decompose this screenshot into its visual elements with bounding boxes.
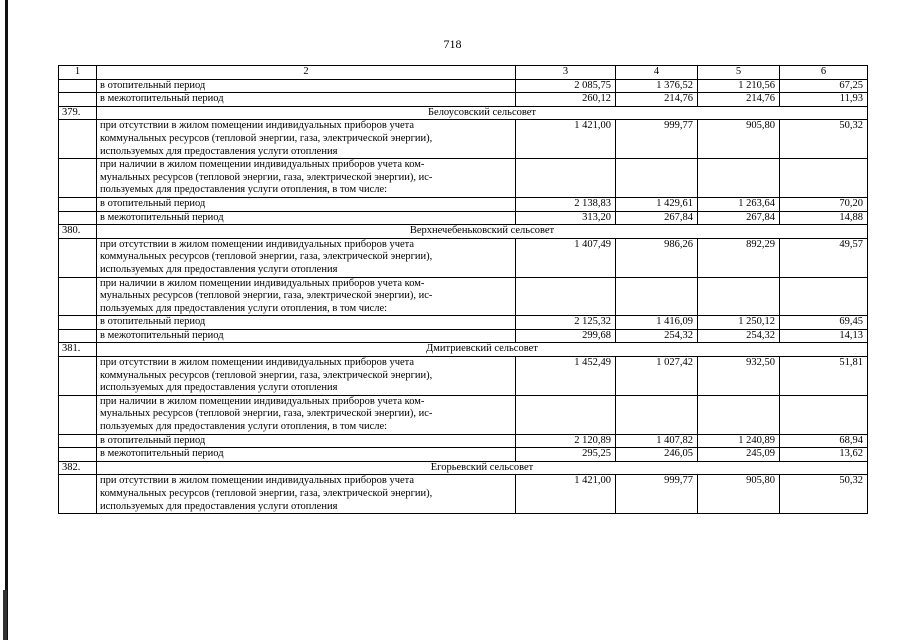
section-title: Егорьевский сельсовет xyxy=(97,461,868,475)
table-row xyxy=(59,197,868,211)
index-cell xyxy=(59,197,97,211)
value-cell-col5: 905,80 xyxy=(698,475,780,514)
value-cell-col5 xyxy=(698,159,780,198)
value-cell-col5: 932,50 xyxy=(698,357,780,396)
table-row xyxy=(59,329,868,343)
value-cell-col6: 14,88 xyxy=(780,211,868,225)
index-cell xyxy=(59,475,97,514)
value-cell-col4: 267,84 xyxy=(616,211,698,225)
description-line: при наличии в жилом помещении индивидуальных приборов учета ком- xyxy=(100,159,425,171)
description-line: при отсутствии в жилом помещении индивидуальных приборов учета xyxy=(100,238,415,250)
description-line: используемых для предоставления услуги отопления xyxy=(100,500,338,512)
description-cell xyxy=(97,238,516,277)
table-row xyxy=(59,159,868,198)
value-cell-col3: 260,12 xyxy=(516,93,616,107)
description-cell xyxy=(97,120,516,159)
table-row xyxy=(59,211,868,225)
header-cell: 4 xyxy=(616,66,698,80)
index-cell xyxy=(59,79,97,93)
value-cell-col5: 905,80 xyxy=(698,120,780,159)
table-row xyxy=(59,316,868,330)
description-line: мунальных ресурсов (тепловой энергии, газа, электрической энергии), ис- xyxy=(100,290,433,302)
description-line: используемых для предоставления услуги отопления xyxy=(100,263,338,275)
value-cell-col4: 254,32 xyxy=(616,329,698,343)
description-line: пользуемых для предоставления услуги отопления, в том числе: xyxy=(100,421,388,433)
value-cell-col6 xyxy=(780,395,868,434)
description-cell xyxy=(97,357,516,396)
value-cell-col6 xyxy=(780,159,868,198)
description-line: используемых для предоставления услуги отопления xyxy=(100,382,338,394)
value-cell-col3: 1 452,49 xyxy=(516,357,616,396)
value-cell-col4: 246,05 xyxy=(616,448,698,462)
description-cell: в межотопительный период xyxy=(97,448,516,462)
section-number: 380. xyxy=(59,225,97,239)
index-cell xyxy=(59,238,97,277)
description-cell: в отопительный период xyxy=(97,434,516,448)
page-binding-edge-lower xyxy=(3,590,7,640)
description-line: пользуемых для предоставления услуги отопления, в том числе: xyxy=(100,302,388,314)
table-row xyxy=(59,238,868,277)
section-row xyxy=(59,343,868,357)
index-cell xyxy=(59,93,97,107)
value-cell-col6: 11,93 xyxy=(780,93,868,107)
value-cell-col6: 13,62 xyxy=(780,448,868,462)
value-cell-col5: 1 263,64 xyxy=(698,197,780,211)
section-row xyxy=(59,461,868,475)
value-cell-col6: 14,13 xyxy=(780,329,868,343)
header-cell: 1 xyxy=(59,66,97,80)
value-cell-col5: 214,76 xyxy=(698,93,780,107)
page-number: 718 xyxy=(443,37,462,51)
description-line: при наличии в жилом помещении индивидуальных приборов учета ком- xyxy=(100,395,425,407)
value-cell-col3: 2 138,83 xyxy=(516,197,616,211)
value-cell-col3: 2 120,89 xyxy=(516,434,616,448)
value-cell-col5: 1 250,12 xyxy=(698,316,780,330)
description-cell xyxy=(97,475,516,514)
value-cell-col6: 68,94 xyxy=(780,434,868,448)
index-cell xyxy=(59,448,97,462)
index-cell xyxy=(59,434,97,448)
table-row xyxy=(59,434,868,448)
value-cell-col6: 50,32 xyxy=(780,475,868,514)
value-cell-col4: 1 429,61 xyxy=(616,197,698,211)
table-row xyxy=(59,475,868,514)
section-number: 379. xyxy=(59,106,97,120)
section-number: 382. xyxy=(59,461,97,475)
value-cell-col6: 69,45 xyxy=(780,316,868,330)
value-cell-col3: 1 421,00 xyxy=(516,120,616,159)
index-cell xyxy=(59,120,97,159)
description-cell xyxy=(97,159,516,198)
header-cell: 2 xyxy=(97,66,516,80)
value-cell-col6: 49,57 xyxy=(780,238,868,277)
section-title: Дмитриевский сельсовет xyxy=(97,343,868,357)
index-cell xyxy=(59,329,97,343)
index-cell xyxy=(59,277,97,316)
description-cell: в отопительный период xyxy=(97,316,516,330)
value-cell-col4: 999,77 xyxy=(616,475,698,514)
value-cell-col6: 67,25 xyxy=(780,79,868,93)
description-line: при отсутствии в жилом помещении индивидуальных приборов учета xyxy=(100,120,415,132)
header-cell: 6 xyxy=(780,66,868,80)
value-cell-col5: 254,32 xyxy=(698,329,780,343)
description-cell: в отопительный период xyxy=(97,79,516,93)
tariff-table xyxy=(58,65,868,514)
value-cell-col4: 214,76 xyxy=(616,93,698,107)
table-header-row xyxy=(59,66,868,80)
value-cell-col3: 1 407,49 xyxy=(516,238,616,277)
section-row xyxy=(59,106,868,120)
table-row xyxy=(59,395,868,434)
table-row xyxy=(59,93,868,107)
table-row xyxy=(59,79,868,93)
value-cell-col4: 1 416,09 xyxy=(616,316,698,330)
value-cell-col3: 2 085,75 xyxy=(516,79,616,93)
description-cell: в межотопительный период xyxy=(97,329,516,343)
value-cell-col3 xyxy=(516,159,616,198)
description-cell: в межотопительный период xyxy=(97,211,516,225)
table-row xyxy=(59,448,868,462)
section-title: Верхнечебеньковский сельсовет xyxy=(97,225,868,239)
table-row xyxy=(59,357,868,396)
description-line: используемых для предоставления услуги отопления xyxy=(100,145,338,157)
index-cell xyxy=(59,357,97,396)
value-cell-col5: 1 240,89 xyxy=(698,434,780,448)
value-cell-col3: 313,20 xyxy=(516,211,616,225)
value-cell-col5: 1 210,56 xyxy=(698,79,780,93)
value-cell-col3: 1 421,00 xyxy=(516,475,616,514)
value-cell-col3: 2 125,32 xyxy=(516,316,616,330)
value-cell-col5 xyxy=(698,395,780,434)
value-cell-col4: 1 407,82 xyxy=(616,434,698,448)
value-cell-col6: 70,20 xyxy=(780,197,868,211)
index-cell xyxy=(59,395,97,434)
description-line: мунальных ресурсов (тепловой энергии, газа, электрической энергии), ис- xyxy=(100,408,433,420)
description-line: коммунальных ресурсов (тепловой энергии, газа, электрической энергии), xyxy=(100,488,433,499)
index-cell xyxy=(59,211,97,225)
description-line: мунальных ресурсов (тепловой энергии, газа, электрической энергии), ис- xyxy=(100,171,433,183)
description-line: пользуемых для предоставления услуги отопления, в том числе: xyxy=(100,184,388,196)
section-number: 381. xyxy=(59,343,97,357)
value-cell-col6: 50,32 xyxy=(780,120,868,159)
table-row xyxy=(59,120,868,159)
page-binding-edge xyxy=(5,0,8,640)
index-cell xyxy=(59,159,97,198)
value-cell-col4: 1 376,52 xyxy=(616,79,698,93)
description-line: при наличии в жилом помещении индивидуальных приборов учета ком- xyxy=(100,277,425,289)
value-cell-col5: 892,29 xyxy=(698,238,780,277)
description-line: при отсутствии в жилом помещении индивидуальных приборов учета xyxy=(100,475,415,487)
value-cell-col3 xyxy=(516,395,616,434)
description-line: коммунальных ресурсов (тепловой энергии, газа, электрической энергии), xyxy=(100,369,433,381)
value-cell-col4: 1 027,42 xyxy=(616,357,698,396)
description-cell xyxy=(97,277,516,316)
value-cell-col4: 986,26 xyxy=(616,238,698,277)
description-line: коммунальных ресурсов (тепловой энергии, газа, электрической энергии), xyxy=(100,251,433,263)
value-cell-col4 xyxy=(616,395,698,434)
value-cell-col3: 299,68 xyxy=(516,329,616,343)
value-cell-col6 xyxy=(780,277,868,316)
value-cell-col5: 267,84 xyxy=(698,211,780,225)
value-cell-col6: 51,81 xyxy=(780,357,868,396)
value-cell-col4 xyxy=(616,159,698,198)
description-line: при отсутствии в жилом помещении индивидуальных приборов учета xyxy=(100,357,415,369)
description-cell: в отопительный период xyxy=(97,197,516,211)
header-cell: 3 xyxy=(516,66,616,80)
value-cell-col5: 245,09 xyxy=(698,448,780,462)
value-cell-col5 xyxy=(698,277,780,316)
value-cell-col4: 999,77 xyxy=(616,120,698,159)
section-row xyxy=(59,225,868,239)
table-row xyxy=(59,277,868,316)
description-line: коммунальных ресурсов (тепловой энергии, газа, электрической энергии), xyxy=(100,132,433,144)
value-cell-col3: 295,25 xyxy=(516,448,616,462)
index-cell xyxy=(59,316,97,330)
value-cell-col3 xyxy=(516,277,616,316)
section-title: Белоусовский сельсовет xyxy=(97,106,868,120)
description-cell: в межотопительный период xyxy=(97,93,516,107)
table-body xyxy=(59,66,868,514)
header-cell: 5 xyxy=(698,66,780,80)
value-cell-col4 xyxy=(616,277,698,316)
description-cell xyxy=(97,395,516,434)
